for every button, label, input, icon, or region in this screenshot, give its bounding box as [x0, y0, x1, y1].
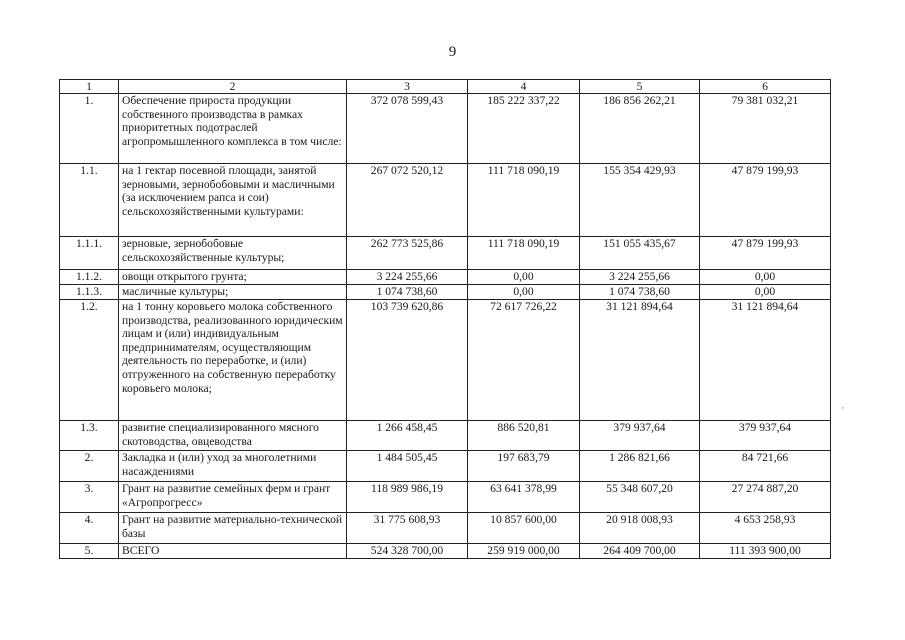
value-col-5: 31 121 894,64 [580, 300, 700, 421]
row-number: 1.1. [60, 164, 119, 237]
value-col-4: 886 520,81 [468, 421, 580, 451]
row-number: 3. [60, 482, 119, 513]
row-number: 1.1.1. [60, 237, 119, 270]
header-cell: 4 [468, 80, 580, 94]
value-col-5: 186 856 262,21 [580, 94, 700, 164]
value-col-4: 0,00 [468, 270, 580, 285]
scan-mark: ' [842, 406, 844, 417]
row-description: Закладка и (или) уход за многолетними насаждениями [119, 451, 347, 482]
value-col-6: 379 937,64 [700, 421, 831, 451]
table-row [60, 237, 831, 270]
value-col-3: 262 773 525,86 [347, 237, 468, 270]
value-col-3: 1 074 738,60 [347, 285, 468, 300]
value-col-4: 111 718 090,19 [468, 164, 580, 237]
table-row [60, 513, 831, 544]
value-col-3: 1 484 505,45 [347, 451, 468, 482]
value-col-6: 47 879 199,93 [700, 237, 831, 270]
value-col-3: 267 072 520,12 [347, 164, 468, 237]
row-number: 1. [60, 94, 119, 164]
value-col-4: 0,00 [468, 285, 580, 300]
row-number: 1.2. [60, 300, 119, 421]
value-col-4: 185 222 337,22 [468, 94, 580, 164]
row-number: 2. [60, 451, 119, 482]
table-row [60, 421, 831, 451]
value-col-3: 103 739 620,86 [347, 300, 468, 421]
value-col-6: 0,00 [700, 285, 831, 300]
value-col-6: 27 274 887,20 [700, 482, 831, 513]
table-row [60, 285, 831, 300]
value-col-3: 1 266 458,45 [347, 421, 468, 451]
value-col-4: 197 683,79 [468, 451, 580, 482]
row-description: на 1 гектар посевной площади, занятой зерновыми, зернобобовыми и масличными (за исключением рапса и сои) сельскохозяйственными культурами: [119, 164, 347, 237]
table-row-total [60, 544, 831, 559]
value-col-5: 1 286 821,66 [580, 451, 700, 482]
value-col-3: 31 775 608,93 [347, 513, 468, 544]
value-col-3: 118 989 986,19 [347, 482, 468, 513]
table-row [60, 164, 831, 237]
row-number: 1.1.2. [60, 270, 119, 285]
header-cell: 5 [580, 80, 700, 94]
row-description: Обеспечение прироста продукции собственного производства в рамках приоритетных подотраслей агропромышленного комплекса в том числе: [119, 94, 347, 164]
row-description: масличные культуры; [119, 285, 347, 300]
row-number: 1.3. [60, 421, 119, 451]
value-col-5: 20 918 008,93 [580, 513, 700, 544]
table-row [60, 300, 831, 421]
value-col-4: 111 718 090,19 [468, 237, 580, 270]
value-col-3: 3 224 255,66 [347, 270, 468, 285]
page-number: 9 [448, 44, 457, 60]
row-number: 4. [60, 513, 119, 544]
value-col-4: 10 857 600,00 [468, 513, 580, 544]
value-col-6: 79 381 032,21 [700, 94, 831, 164]
value-col-5: 155 354 429,93 [580, 164, 700, 237]
table-row [60, 270, 831, 285]
value-col-4: 259 919 000,00 [468, 544, 580, 559]
row-description: развитие специализированного мясного скотоводства, овцеводства [119, 421, 347, 451]
row-description: зерновые, зернобобовые сельскохозяйственные культуры; [119, 237, 347, 270]
row-description: на 1 тонну коровьего молока собственного производства, реализованного юридическим лицам и (или) индивидуальным предпринимателям, осуществляющим деятельность по переработке, и (или) отгруженного на собственную переработку коровьего молока; [119, 300, 347, 421]
header-cell: 6 [700, 80, 831, 94]
value-col-6: 47 879 199,93 [700, 164, 831, 237]
row-description: Грант на развитие семейных ферм и грант «Агропрогресс» [119, 482, 347, 513]
value-col-3: 524 328 700,00 [347, 544, 468, 559]
value-col-6: 4 653 258,93 [700, 513, 831, 544]
header-cell: 2 [119, 80, 347, 94]
value-col-5: 264 409 700,00 [580, 544, 700, 559]
row-description: ВСЕГО [119, 544, 347, 559]
row-number: 1.1.3. [60, 285, 119, 300]
value-col-5: 379 937,64 [580, 421, 700, 451]
row-description: Грант на развитие материально-технической базы [119, 513, 347, 544]
table-row [60, 482, 831, 513]
budget-table [59, 79, 831, 559]
header-cell: 1 [60, 80, 119, 94]
value-col-6: 31 121 894,64 [700, 300, 831, 421]
header-cell: 3 [347, 80, 468, 94]
value-col-6: 84 721,66 [700, 451, 831, 482]
value-col-5: 3 224 255,66 [580, 270, 700, 285]
table-row [60, 94, 831, 164]
row-description: овощи открытого грунта; [119, 270, 347, 285]
value-col-5: 151 055 435,67 [580, 237, 700, 270]
value-col-4: 72 617 726,22 [468, 300, 580, 421]
value-col-6: 111 393 900,00 [700, 544, 831, 559]
table-row [60, 451, 831, 482]
table-header-row [60, 80, 831, 94]
value-col-5: 55 348 607,20 [580, 482, 700, 513]
row-number: 5. [60, 544, 119, 559]
value-col-4: 63 641 378,99 [468, 482, 580, 513]
value-col-6: 0,00 [700, 270, 831, 285]
value-col-5: 1 074 738,60 [580, 285, 700, 300]
value-col-3: 372 078 599,43 [347, 94, 468, 164]
